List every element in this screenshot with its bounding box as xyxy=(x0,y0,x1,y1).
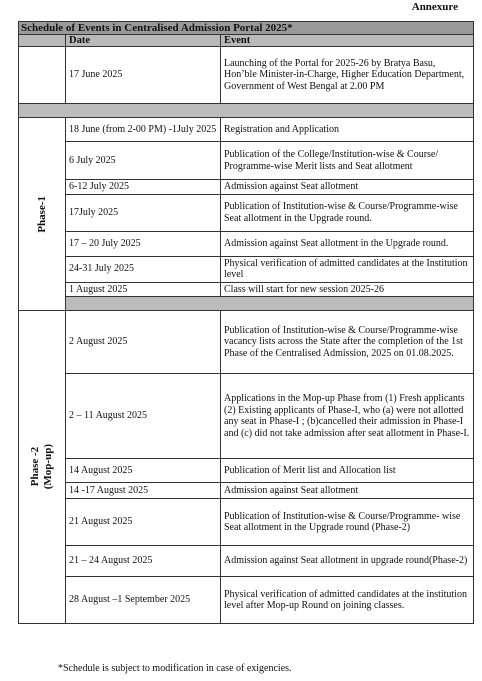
header-date: Date xyxy=(66,35,221,47)
date-cell: 14 August 2025 xyxy=(66,459,221,483)
date-cell: 21 – 24 August 2025 xyxy=(66,546,221,577)
schedule-table xyxy=(18,21,474,624)
table-row xyxy=(19,459,474,483)
date-cell: 17July 2025 xyxy=(66,194,221,231)
event-cell: Physical verification of admitted candidates at the Institution level xyxy=(221,256,474,282)
event-cell: Publication of Institution-wise & Course/Programme-wise Seat allotment in the Upgrade round. xyxy=(221,194,474,231)
date-cell: 17 – 20 July 2025 xyxy=(66,231,221,256)
phase-2-label: Phase -2 (Mop-up) xyxy=(29,444,54,490)
table-row xyxy=(19,374,474,459)
event-cell: Physical verification of admitted candidates at the institution level after Mop-up Round on joining classes. xyxy=(221,577,474,624)
table-header-row xyxy=(19,35,474,47)
date-cell: 18 June (from 2-00 PM) -1July 2025 xyxy=(66,118,221,142)
date-cell: 6 July 2025 xyxy=(66,142,221,180)
table-row xyxy=(19,118,474,142)
date-cell: 1 August 2025 xyxy=(66,282,221,297)
spacer-row xyxy=(19,297,474,311)
table-row xyxy=(19,47,474,104)
header-event: Event xyxy=(221,35,474,47)
header-blank xyxy=(19,35,66,47)
date-cell: 2 – 11 August 2025 xyxy=(66,374,221,459)
event-cell: Admission against Seat allotment xyxy=(221,180,474,195)
table-row xyxy=(19,194,474,231)
spacer-row xyxy=(19,104,474,118)
table-title: Schedule of Events in Centralised Admission Portal 2025* xyxy=(19,22,474,35)
phase-2-cell xyxy=(19,311,66,624)
event-cell: Admission against Seat allotment in the Upgrade round. xyxy=(221,231,474,256)
date-cell: 6-12 July 2025 xyxy=(66,180,221,195)
event-cell: Publication of Institution-wise & Course/Programme-wise vacancy lists across the State after the completion of the 1st Phase of the Centralised Admission, 2025 on 01.08.2025. xyxy=(221,311,474,374)
table-row xyxy=(19,256,474,282)
table-row xyxy=(19,180,474,195)
date-cell: 14 -17 August 2025 xyxy=(66,483,221,499)
date-cell: 17 June 2025 xyxy=(66,47,221,104)
event-cell: Applications in the Mop-up Phase from (1) Fresh applicants (2) Existing applicants of Phase-I, who (a) were not allotted any seat in Phase-I ; (b)cancelled their admission in Phase-I and (c) did not take admission after seat allotment in Phase-I. xyxy=(221,374,474,459)
date-cell: 2 August 2025 xyxy=(66,311,221,374)
table-row xyxy=(19,142,474,180)
phase-1-label: Phase-1 xyxy=(35,195,48,233)
table-row xyxy=(19,577,474,624)
footnote: *Schedule is subject to modification in case of exigencies. xyxy=(58,663,292,674)
event-cell: Registration and Application xyxy=(221,118,474,142)
phase-cell-empty xyxy=(19,47,66,104)
table-title-row xyxy=(19,22,474,35)
event-cell: Admission against Seat allotment in upgrade round(Phase-2) xyxy=(221,546,474,577)
event-cell: Publication of Institution-wise & Course/Programme- wise Seat allotment in the Upgrade round (Phase-2) xyxy=(221,499,474,546)
table-row xyxy=(19,311,474,374)
event-cell: Publication of the College/Institution-wise & Course/ Programme-wise Merit lists and Seat allotment xyxy=(221,142,474,180)
phase-1-cell xyxy=(19,118,66,311)
table-row xyxy=(19,546,474,577)
event-cell: Launching of the Portal for 2025-26 by Bratya Basu, Hon’ble Minister-in-Charge, Higher Education Department, Government of West Bengal at 2.00 PM xyxy=(221,47,474,104)
date-cell: 28 August –1 September 2025 xyxy=(66,577,221,624)
annexure-label: Annexure xyxy=(411,1,458,13)
table-row xyxy=(19,282,474,297)
date-cell: 21 August 2025 xyxy=(66,499,221,546)
event-cell: Class will start for new session 2025-26 xyxy=(221,282,474,297)
event-cell: Admission against Seat allotment xyxy=(221,483,474,499)
table-row xyxy=(19,483,474,499)
event-cell: Publication of Merit list and Allocation list xyxy=(221,459,474,483)
table-row xyxy=(19,499,474,546)
table-row xyxy=(19,231,474,256)
date-cell: 24-31 July 2025 xyxy=(66,256,221,282)
